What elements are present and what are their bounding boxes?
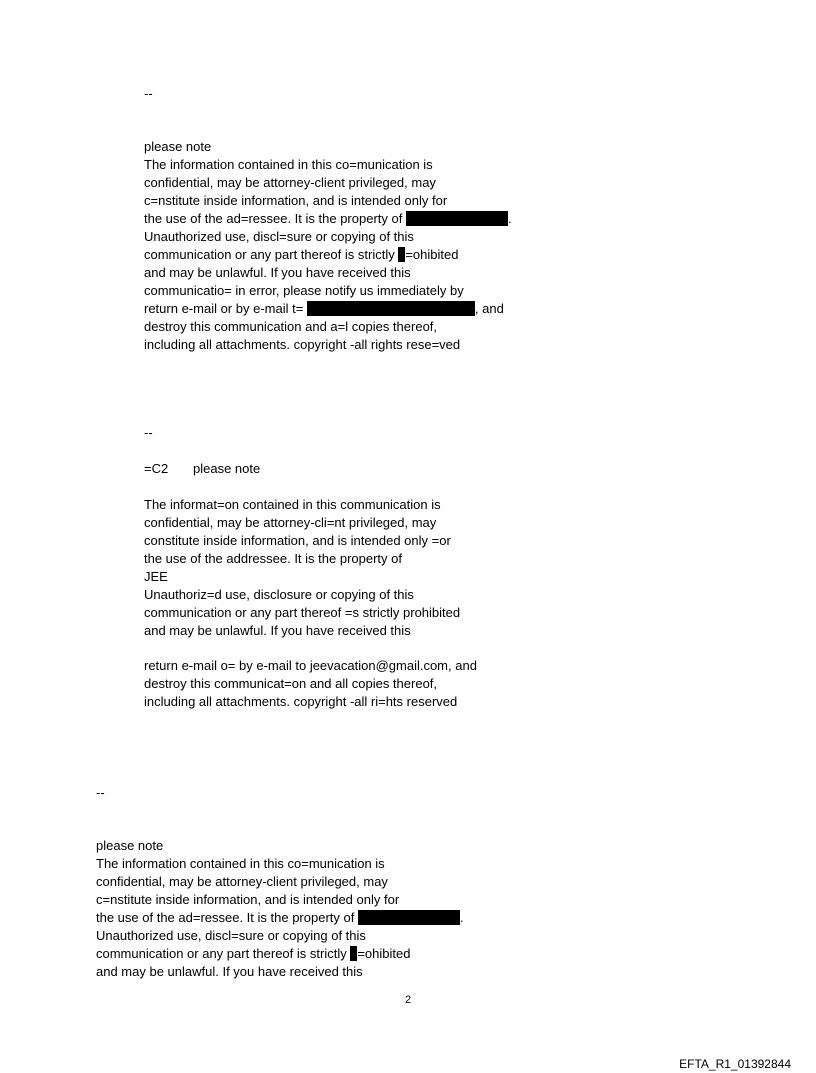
disclaimer-line xyxy=(144,300,512,318)
separator-3: -- xyxy=(96,785,105,800)
disclaimer-text: , and xyxy=(474,301,504,316)
disclaimer-line: Unauthoriz=d use, disclosure or copying of this xyxy=(144,587,414,602)
disclaimer-line: and may be unlawful. If you have received this xyxy=(144,623,411,638)
disclaimer-text: the use of the ad=ressee. It is the property of xyxy=(144,211,406,226)
disclaimer-text: communication or any part thereof is strictly xyxy=(96,946,351,961)
disclaimer-text: communication or any part thereof is strictly xyxy=(144,247,399,262)
disclaimer-text: the use of the ad=ressee. It is the property of xyxy=(96,910,358,925)
disclaimer-line: confidential, may be attorney-client privileged, may xyxy=(144,175,436,190)
disclaimer-line xyxy=(144,246,512,264)
disclaimer-text: . xyxy=(507,211,512,226)
disclaimer-text: =ohibited xyxy=(357,946,411,961)
separator-1: -- xyxy=(144,86,153,101)
encoding-marker: =C2 xyxy=(144,461,169,476)
disclaimer-line xyxy=(144,210,512,228)
disclaimer-line xyxy=(96,945,464,963)
disclaimer-block-2 xyxy=(144,496,460,640)
disclaimer-block-2-tail xyxy=(144,657,477,711)
disclaimer-line: JEE xyxy=(144,569,168,584)
disclaimer-text: return e-mail or by e-mail t= xyxy=(144,301,307,316)
disclaimer-line: Unauthorized use, discl=sure or copying of this xyxy=(144,229,414,244)
disclaimer-line: including all attachments. copyright -all ri=hts reserved xyxy=(144,694,458,709)
disclaimer-line: Unauthorized use, discl=sure or copying of this xyxy=(96,928,366,943)
disclaimer-line: The informat=on contained in this communication is xyxy=(144,497,441,512)
disclaimer-line: communication or any part thereof =s strictly prohibited xyxy=(144,605,461,620)
disclaimer-line: The information contained in this co=munication is xyxy=(96,856,385,871)
disclaimer-line: destroy this communication and a=l copies thereof, xyxy=(144,319,438,334)
disclaimer-block-1 xyxy=(144,138,512,354)
disclaimer-text: =ohibited xyxy=(405,247,459,262)
disclaimer-line: c=nstitute inside information, and is intended only for xyxy=(144,193,448,208)
disclaimer-line: including all attachments. copyright -all rights rese=ved xyxy=(144,337,461,352)
disclaimer-line: communicatio= in error, please notify us immediately by xyxy=(144,283,464,298)
disclaimer-line: return e-mail o= by e-mail to jeevacation@gmail.com, and xyxy=(144,658,477,673)
disclaimer-line: The information contained in this co=munication is xyxy=(144,157,433,172)
disclaimer-line: confidential, may be attorney-client privileged, may xyxy=(96,874,388,889)
redaction-box xyxy=(307,301,475,316)
disclaimer-line: c=nstitute inside information, and is intended only for xyxy=(96,892,400,907)
disclaimer-heading: please note xyxy=(193,461,261,476)
redaction-box xyxy=(358,910,460,925)
document-id: EFTA_R1_01392844 xyxy=(679,1057,791,1071)
disclaimer-line: constitute inside information, and is intended only =or xyxy=(144,533,451,548)
disclaimer-line: destroy this communicat=on and all copies thereof, xyxy=(144,676,438,691)
disclaimer-line: and may be unlawful. If you have received this xyxy=(96,964,363,979)
separator-2: -- xyxy=(144,425,153,440)
redaction-box xyxy=(406,211,508,226)
disclaimer-line xyxy=(96,909,464,927)
disclaimer-text: . xyxy=(459,910,464,925)
disclaimer-heading: please note xyxy=(96,838,164,853)
disclaimer-heading: please note xyxy=(144,139,212,154)
disclaimer-line: and may be unlawful. If you have received this xyxy=(144,265,411,280)
disclaimer-line: confidential, may be attorney-cli=nt privileged, may xyxy=(144,515,437,530)
disclaimer-line: the use of the addressee. It is the property of xyxy=(144,551,402,566)
disclaimer-block-3 xyxy=(96,837,464,981)
page-number: 2 xyxy=(404,994,412,1006)
